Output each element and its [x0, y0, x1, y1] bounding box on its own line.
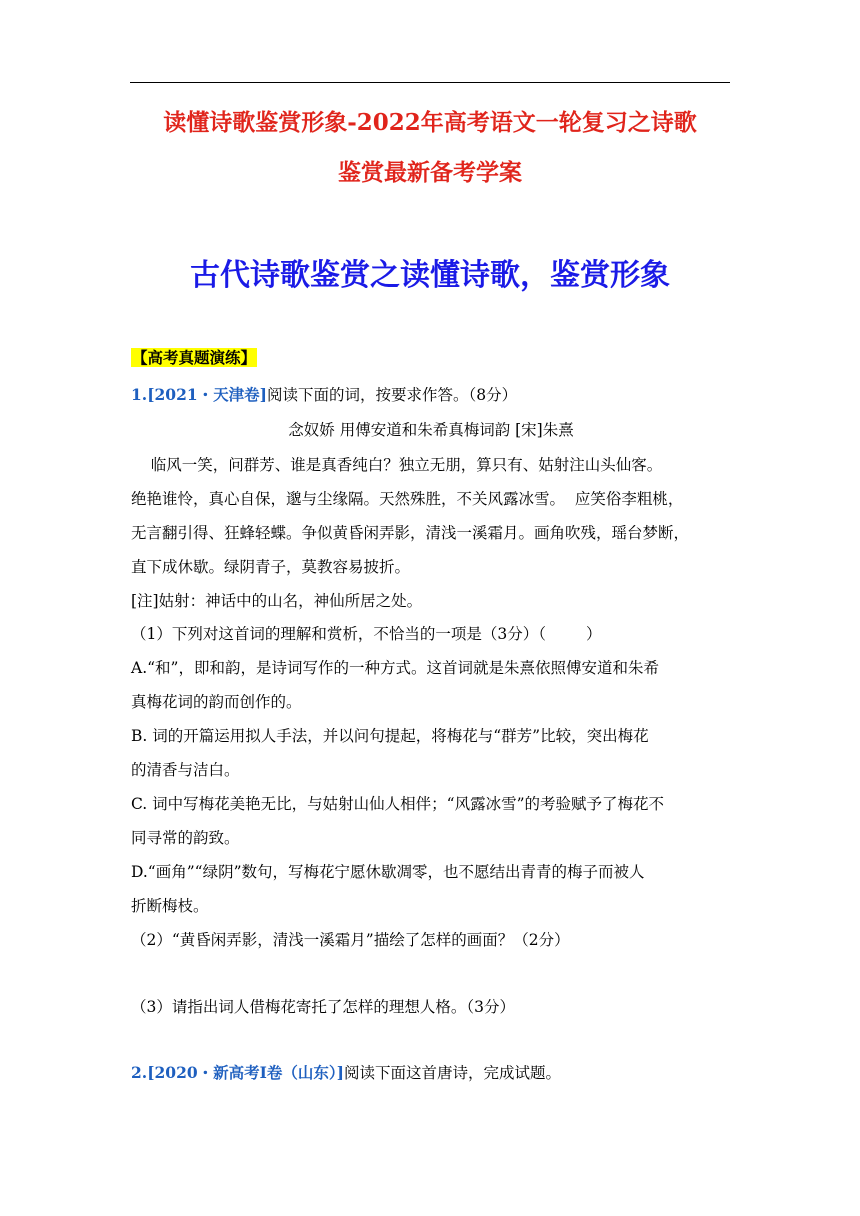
section-subtitle: 古代诗歌鉴赏之读懂诗歌，鉴赏形象 [190, 258, 670, 293]
title-line-1: 读懂诗歌鉴赏形象-2022年高考语文一轮复习之诗歌 [163, 109, 697, 136]
header-rule [130, 82, 730, 83]
option-line: A.“和”，即和韵，是诗词写作的一种方式。这首词就是朱熹依照傅安道和朱希 [131, 659, 659, 677]
q1-source: [2021・天津卷] [147, 385, 267, 404]
option-line: C. 词中写梅花美艳无比，与姑射山仙人相伴；“风露冰雪”的考验赋予了梅花不 [131, 795, 665, 813]
q1-note: [注]姑射：神话中的山名，神仙所居之处。 [131, 592, 423, 610]
q1-number: 1. [131, 385, 148, 404]
option-line: 折断梅枝。 [131, 897, 209, 915]
title-line-2: 鉴赏最新备考学案 [338, 159, 522, 186]
option-line: 的清香与洁白。 [131, 761, 240, 779]
q1-heading [131, 384, 731, 406]
option-line: B. 词的开篇运用拟人手法，并以问句提起，将梅花与“群芳”比较，突出梅花 [131, 727, 649, 745]
q2-instruction: 阅读下面这首唐诗，完成试题。 [344, 1064, 562, 1082]
q2-heading [131, 1062, 731, 1084]
q1-sub1 [131, 623, 731, 645]
poem-line: 直下成休歇。绿阴青子，莫教容易披折。 [131, 558, 411, 576]
section-label: 【高考真题演练】 [132, 348, 257, 367]
option-line: 同寻常的韵致。 [131, 829, 240, 847]
q1-sub1-text: （1）下列对这首词的理解和赏析，不恰当的一项是（3分）（ [131, 625, 546, 643]
q2-source: [2020・新高考Ⅰ卷（山东）] [147, 1063, 344, 1082]
q1-instruction: 阅读下面的词，按要求作答。（8分） [267, 386, 518, 404]
q2-number: 2. [131, 1063, 148, 1082]
option-line: 真梅花词的韵而创作的。 [131, 693, 302, 711]
q1-sub3: （3）请指出词人借梅花寄托了怎样的理想人格。（3分） [131, 998, 515, 1016]
poem-line: 无言翻引得、狂蜂轻蝶。争似黄昏闲弄影，清浅一溪霜月。画角吹残，瑶台梦断， [131, 524, 690, 542]
poem-title: 念奴娇 用傅安道和朱希真梅词韵 [宋]朱熹 [288, 421, 574, 439]
option-line: D.“画角”“绿阴”数句，写梅花宁愿休歇凋零，也不愿结出青青的梅子而被人 [131, 863, 645, 881]
section-label-row [131, 347, 731, 369]
poem-line: 临风一笑，问群芳、谁是真香纯白？独立无朋，算只有、姑射注山头仙客。 [131, 456, 663, 474]
q1-sub2: （2）“黄昏闲弄影，清浅一溪霜月”描绘了怎样的画面？（2分） [131, 931, 570, 949]
q1-sub1-close: ） [585, 625, 602, 643]
document-title [130, 98, 730, 198]
poem-line: 绝艳谁怜，真心自保，邈与尘缘隔。天然殊胜，不关风露冰雪。 应笑俗李粗桃， [131, 490, 684, 508]
